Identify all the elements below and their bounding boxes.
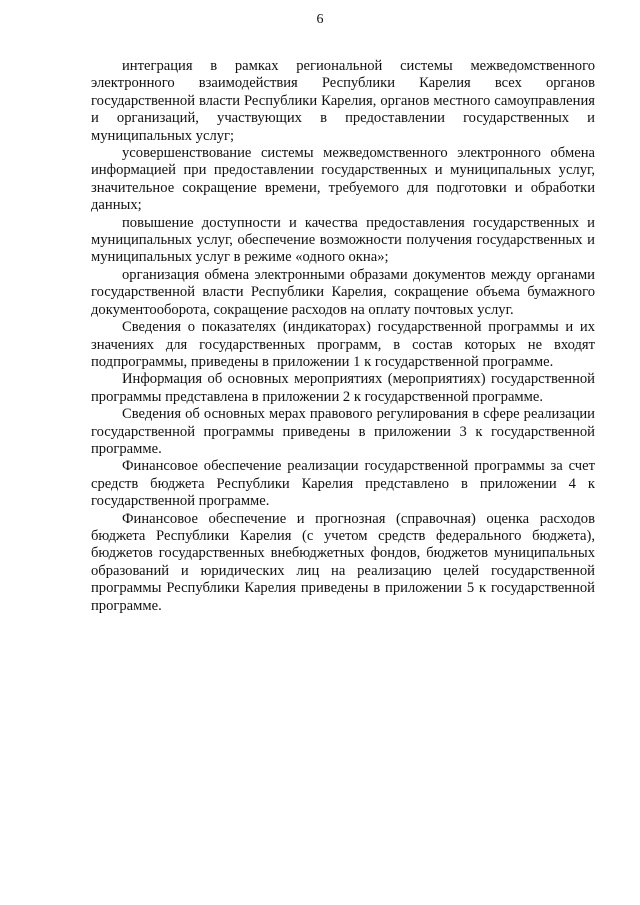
paragraph-electronic-documents: организация обмена электронными образами документов между органами государственной власти Республики Карелия, сокращение объема бумажного документооборота, сокращение расходов на оплату почтовых услуг. xyxy=(91,266,595,318)
paragraph-one-window: повышение доступности и качества предоставления государственных и муниципальных услуг, обеспечение возможности получения государственных и муниципальных услуг в режиме «одного окна»; xyxy=(91,214,595,266)
paragraph-main-activities: Информация об основных мероприятиях (мероприятиях) государственной программы представлена в приложении 2 к государственной программе. xyxy=(91,371,595,405)
page-number: 6 xyxy=(316,12,324,27)
paragraph-indicators: Сведения о показателях (индикаторах) государственной программы и их значениях для государственных программ, в состав которых не входят подпрограммы, приведены в приложении 1 к государственной программе. xyxy=(91,319,595,370)
paragraph-financing-regional: Финансовое обеспечение реализации государственной программы за счет средств бюджета Республики Карелия представлено в приложении 4 к государственной программе. xyxy=(91,458,595,510)
paragraph-integration: интеграция в рамках региональной системы межведомственного электронного взаимодействия Республики Карелия всех органов государственной власти Республики Карелия, органов местного самоуправления и организаций, участвующих в предоставлении государственных и муниципальных услуг; xyxy=(91,58,595,144)
paragraph-financing-forecast: Финансовое обеспечение и прогнозная (справочная) оценка расходов бюджета Республики Карелия (с учетом средств федерального бюджета), бюджетов государственных внебюджетных фондов, бюджетов муниципальных образований и юридических лиц на реализацию целей государственной программы Республики Карелия приведены в приложении 5 к государственной программе. xyxy=(91,510,595,614)
paragraph-legal-regulation: Сведения об основных мерах правового регулирования в сфере реализации государственной программы приведены в приложении 3 к государственной программе. xyxy=(91,406,595,457)
document-body xyxy=(91,58,595,615)
paragraph-data-exchange: усовершенствование системы межведомственного электронного обмена информацией при предоставлении государственных и муниципальных услуг, значительное сокращение времени, требуемого для подготовки и обработки данных; xyxy=(91,145,595,214)
